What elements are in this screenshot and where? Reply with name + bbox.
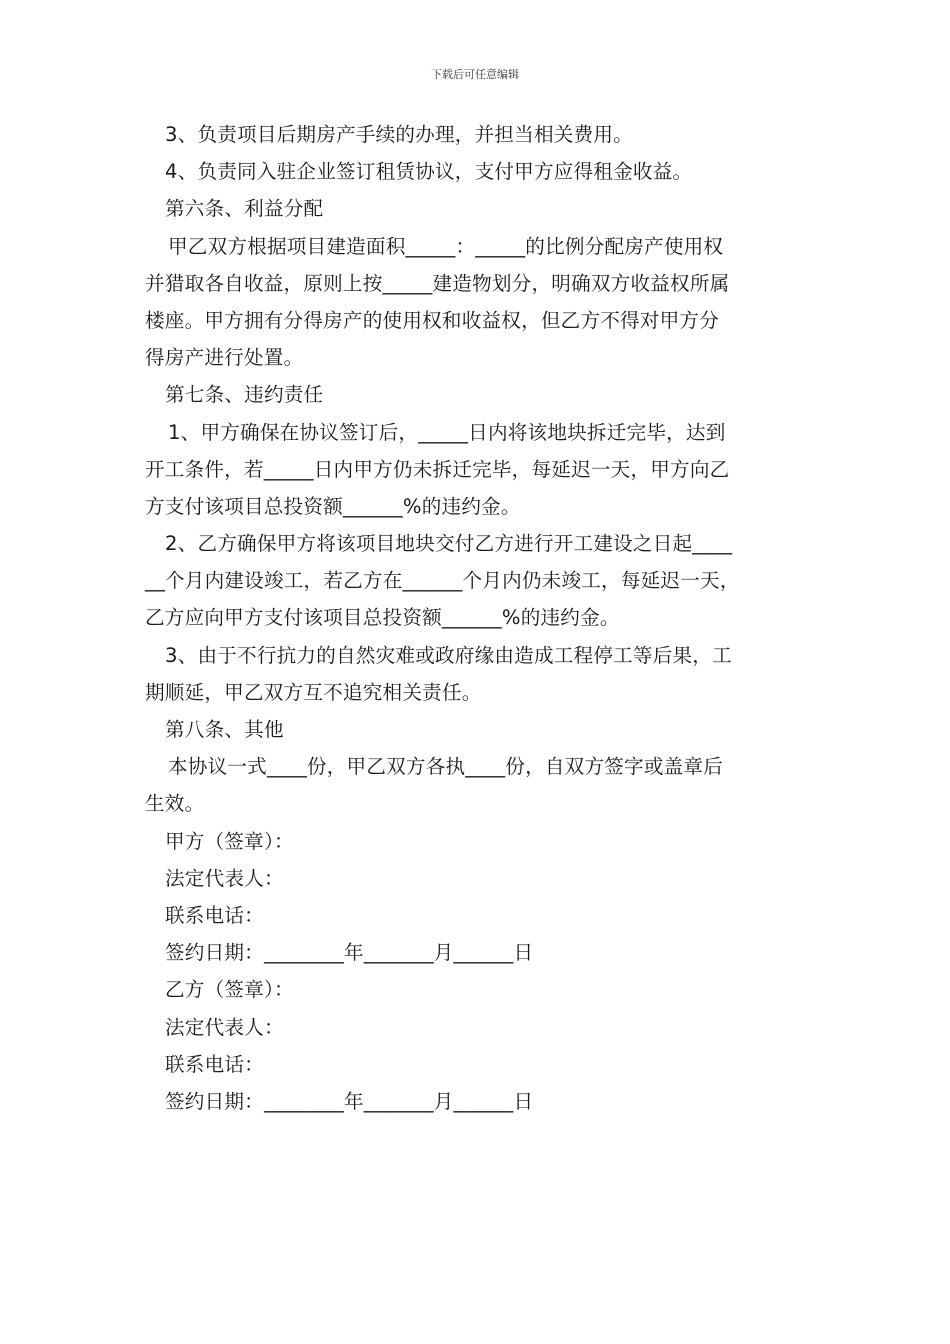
page-header-note: 下载后可任意编辑 — [431, 68, 519, 81]
document-line: 1、甲方确保在协议签订后，_____日内将该地块拆迁完毕，达到 — [168, 420, 726, 444]
document-line: 3、负责项目后期房产手续的办理，并担当相关费用。 — [165, 123, 633, 146]
document-line: 楼座。甲方拥有分得房产的使用权和收益权，但乙方不得对甲方分 — [145, 308, 720, 332]
document-line: 得房产进行处置。 — [145, 346, 304, 370]
document-line: 乙方（签章）： — [165, 978, 294, 1002]
document-line: 2、乙方确保甲方将该项目地块交付乙方进行开工建设之日起____ — [165, 532, 733, 556]
document-line: 签约日期：________年_______月______日 — [165, 941, 534, 965]
document-line: __个月内建设竣工，若乙方在______个月内仍未竣工，每延迟一天， — [145, 569, 740, 593]
document-line: 本协议一式____份，甲乙双方各执____份，自双方签字或盖章后 — [168, 755, 724, 779]
document-line: 3、由于不行抗力的自然灾难或政府缘由造成工程停工等后果，工 — [165, 643, 732, 667]
document-line: 法定代表人： — [165, 1015, 284, 1039]
document-line: 第七条、违约责任 — [165, 383, 324, 407]
document-line: 并猎取各自收益，原则上按_____建造物划分，明确双方收益权所属 — [145, 271, 730, 295]
document-line: 联系电话： — [165, 1052, 264, 1076]
document-line: 法定代表人： — [165, 866, 284, 890]
document-line: 生效。 — [145, 792, 205, 816]
document-line: 方支付该项目总投资额______%的违约金。 — [145, 494, 521, 518]
document-line: 4、负责同入驻企业签订租赁协议，支付甲方应得租金收益。 — [165, 160, 693, 184]
document-line: 甲方（签章）： — [165, 829, 294, 853]
document-body — [145, 116, 817, 1120]
document-line: 联系电话： — [165, 903, 264, 927]
document-line: 期顺延，甲乙双方互不追究相关责任。 — [145, 680, 482, 704]
document-line: 乙方应向甲方支付该项目总投资额______%的违约金。 — [145, 606, 620, 630]
document-line: 甲乙双方根据项目建造面积_____：_____的比例分配房产使用权 — [168, 234, 724, 258]
document-line: 第六条、利益分配 — [165, 197, 324, 221]
document-line: 签约日期：________年_______月______日 — [165, 1089, 534, 1113]
document-line: 第八条、其他 — [165, 718, 284, 741]
document-line: 开工条件，若_____日内甲方仍未拆迁完毕，每延迟一天，甲方向乙 — [145, 457, 730, 481]
